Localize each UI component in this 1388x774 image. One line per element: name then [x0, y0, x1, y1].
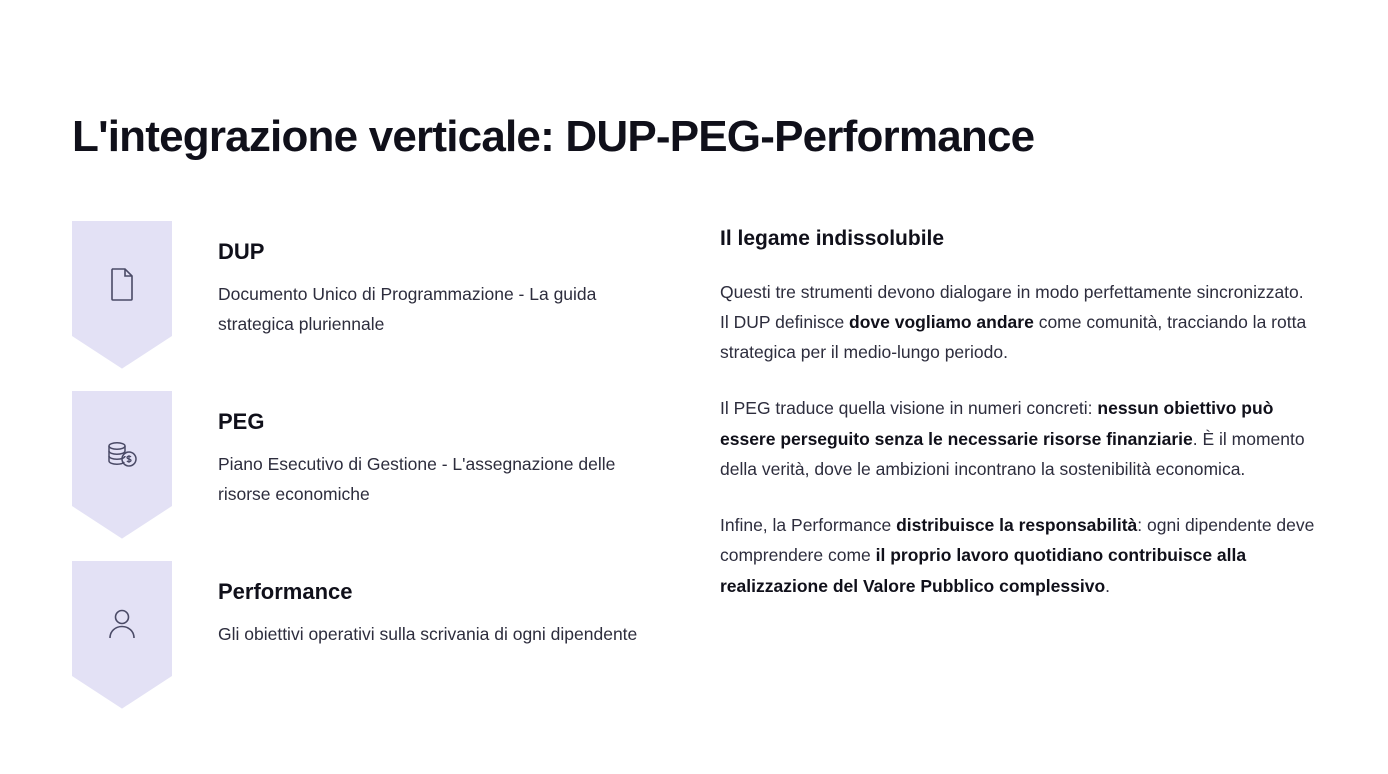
step-text-peg: [172, 391, 672, 510]
coins-money-icon: [105, 438, 139, 475]
step-text-performance: [172, 561, 637, 649]
panel-title: Il legame indissolubile: [720, 226, 945, 250]
document-icon: [107, 267, 137, 306]
step-description: Piano Esecutivo di Gestione - L'assegnazione delle risorse economiche: [218, 453, 616, 505]
step-text-dup: [172, 221, 672, 340]
step-description: Documento Unico di Programmazione - La guida strategica pluriennale: [218, 283, 597, 335]
steps-column: [72, 221, 672, 731]
panel-paragraph: Questi tre strumenti devono dialogare in modo perfettamente sincronizzato. Il DUP definisce dove vogliamo andare come comunità, tracciando la rotta strategica per il medio-lungo periodo.: [720, 281, 1307, 363]
chevron-shape-peg: [72, 391, 172, 539]
slide-content: [72, 221, 1316, 731]
panel-paragraph: Il PEG traduce quella visione in numeri concreti: nessun obiettivo può essere perseguito senza le necessarie risorse finanziarie. È il momento della verità, dove le ambizioni incontrano la sostenibilità economica.: [720, 398, 1305, 479]
step-item-dup: [72, 221, 672, 369]
step-title: PEG: [218, 408, 265, 434]
explanation-panel: [672, 221, 1316, 601]
person-icon: [106, 607, 138, 646]
step-title: Performance: [218, 578, 353, 604]
panel-paragraph: Infine, la Performance distribuisce la responsabilità: ogni dipendente deve comprendere come il proprio lavoro quotidiano contribuisce alla realizzazione del Valore Pubblico complessivo.: [720, 515, 1315, 596]
step-description: Gli obiettivi operativi sulla scrivania di ogni dipendente: [218, 623, 638, 644]
page-title: L'integrazione verticale: DUP-PEG-Performance: [72, 112, 1035, 161]
chevron-shape-dup: [72, 221, 172, 369]
step-item-peg: [72, 391, 672, 539]
step-item-performance: [72, 561, 672, 709]
step-title: DUP: [218, 238, 265, 264]
chevron-shape-performance: [72, 561, 172, 709]
